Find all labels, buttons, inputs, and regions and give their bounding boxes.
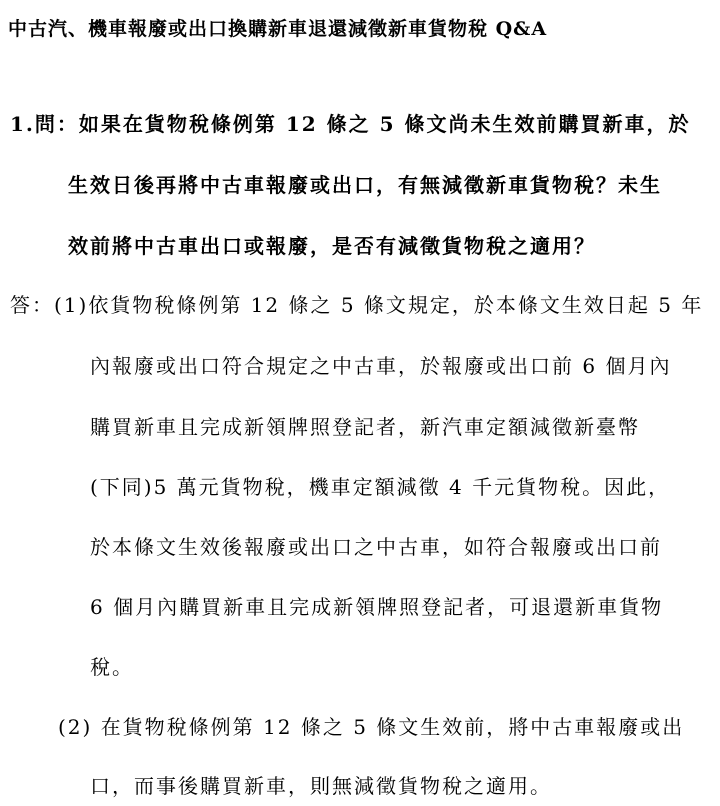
- answer-line-9: 口，而事後購買新車，則無減徵貨物稅之適用。: [90, 774, 552, 798]
- question-line-3: 效前將中古車出口或報廢，是否有減徵貨物稅之適用？: [68, 234, 596, 258]
- answer-line-7: 稅。: [90, 655, 134, 679]
- answer-line-6: 6 個月內購買新車且完成新領牌照登記者，可退還新車貨物: [90, 595, 664, 619]
- answer-line-4: (下同)5 萬元貨物稅，機車定額減徵 4 千元貨物稅。因此，: [90, 475, 671, 499]
- answer-line-1: 答：(1)依貨物稅條例第 12 條之 5 條文規定，於本條文生效日起 5 年: [10, 293, 704, 317]
- question-line-1: 1.問：如果在貨物稅條例第 12 條之 5 條文尚未生效前購買新車，於: [10, 112, 691, 136]
- document-title: 中古汽、機車報廢或出口換購新車退還減徵新車貨物稅 Q&A: [8, 18, 548, 40]
- answer-line-3: 購買新車且完成新領牌照登記者，新汽車定額減徵新臺幣: [90, 415, 640, 439]
- answer-line-5: 於本條文生效後報廢或出口之中古車，如符合報廢或出口前: [90, 535, 662, 559]
- answer-line-2: 內報廢或出口符合規定之中古車，於報廢或出口前 6 個月內: [90, 354, 672, 378]
- question-line-2: 生效日後再將中古車報廢或出口，有無減徵新車貨物稅？未生: [68, 173, 662, 197]
- answer-line-8: (2) 在貨物稅條例第 12 條之 5 條文生效前，將中古車報廢或出: [58, 715, 685, 739]
